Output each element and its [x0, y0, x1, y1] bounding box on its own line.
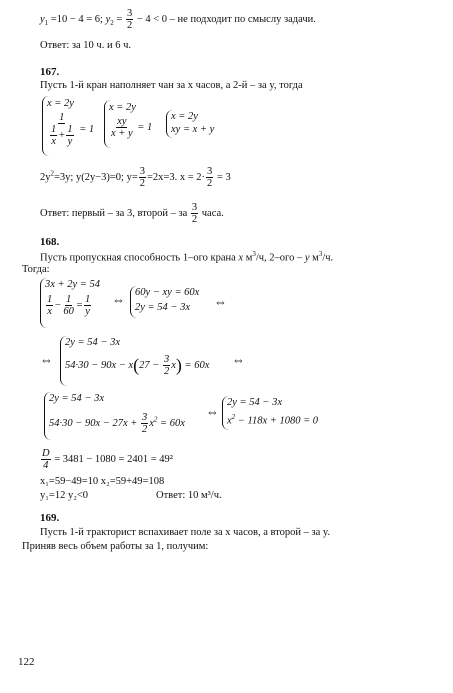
roots-line: x₁=59−49=10 x₂=59+49=108 [40, 476, 165, 487]
equivalence-arrow: ⇔ [206, 404, 219, 419]
system-row: x = 2y [171, 111, 198, 122]
fraction: $\frac{xy}{x + y}$ [111, 116, 133, 140]
system-row: 3x + 2y = 54 [45, 279, 100, 290]
system-row: x = 2y [47, 98, 74, 109]
problem-169-number: 169. [40, 512, 60, 524]
system-row: xy = x + y [171, 124, 215, 135]
sub: 2 [110, 19, 114, 28]
system-row: 54·30 − 90x − x(27 − $\frac{3}{2}$ x) = 60x [65, 354, 210, 378]
system-167-a [42, 96, 103, 156]
system-row: 2y = 54 − 3x [49, 393, 104, 404]
var: y [40, 13, 45, 25]
fraction: 1 $\frac{1}{x}$ + $\frac{1}{y}$ [51, 112, 73, 148]
text: − 4 < 0 – не подходит по смыслу задачи. [134, 13, 316, 25]
page-number: 122 [18, 656, 35, 668]
problem-167-number: 167. [40, 66, 60, 78]
sub: 1 [44, 19, 49, 28]
problem-168-number: 168. [40, 236, 60, 248]
system-168-e [222, 396, 333, 430]
system-row: 2y = 54 − 3x [227, 397, 282, 408]
problem-168-answer: Ответ: 10 м³/ч. [156, 490, 222, 501]
system-167-c [166, 110, 227, 138]
system-row: $x^2 - 118x + 1080 = 0$ [227, 413, 319, 427]
system-168-b [130, 286, 211, 318]
problem-169-text2: Приняв весь объем работы за 1, получим: [22, 541, 209, 552]
system-row: 1 $\frac{1}{x}$ + $\frac{1}{y}$ = 1 [47, 112, 94, 147]
problem-168-text: Пусть пропускная способность 1–ого крана x $м^3/ч$, 2–ого – y $м^3/ч$. [40, 250, 334, 264]
system-row: 60y − xy = 60x [135, 287, 200, 298]
fraction: $\frac{3}{2}$ [126, 8, 133, 32]
equivalence-arrow: ⇔ [112, 292, 125, 307]
system-168-d [44, 392, 217, 440]
y-line: y₁=12 y₂<0 [40, 490, 89, 501]
discriminant-line: $\frac{D}{4}$ = 3481 − 1080 = 2401 = 49² [42, 448, 173, 472]
problem-167-equation: $2y^2=3y$; y(2y−3)=0; y= $\frac{3}{2}$ =2x=3. x = 2· $\frac{3}{2}$ = 3 [40, 166, 231, 190]
system-row: x = 2y [109, 102, 136, 113]
system-row: $\frac{1}{x}$ − $\frac{1}{60}$ = $\frac{1}{y}$ [47, 294, 91, 318]
problem-169-text1: Пусть 1-й тракторист вспахивает поле за x часов, а второй – за y. [40, 527, 331, 538]
fraction: $\frac{3}{2}$ [139, 166, 146, 190]
top-answer: Ответ: за 10 ч. и 6 ч. [40, 40, 131, 51]
system-168-a [40, 278, 105, 328]
fraction: $\frac{3}{2}$ [207, 166, 213, 190]
system-row: 2y = 54 − 3x [135, 302, 190, 313]
system-row: 2y = 54 − 3x [65, 337, 120, 348]
problem-167-answer: Ответ: первый – за 3, второй – за $\frac{3}{2}$ часа. [40, 202, 224, 226]
text: = [113, 13, 125, 25]
text: =10 − 4 = 6; [48, 13, 106, 25]
equivalence-arrow: ⇔ [232, 352, 245, 367]
system-167-b [104, 100, 157, 148]
problem-167-text: Пусть 1-й кран наполняет чан за x часов, а 2-й – за y, тогда [40, 80, 303, 91]
top-equation-line [40, 8, 316, 31]
equivalence-arrow: ⇔ [40, 352, 53, 367]
fraction: $\frac{3}{2}$ [191, 202, 198, 226]
problem-168-then: Тогда: [22, 264, 50, 275]
system-row: 54·30 − 90x − 27x + $\frac{3}{2}$ $x^2 = 60x$ [49, 412, 185, 436]
system-row: $\frac{xy}{x + y}$ = 1 [111, 116, 153, 140]
var: y [105, 13, 111, 25]
equivalence-arrow: ⇔ [214, 294, 227, 309]
system-168-c [60, 336, 241, 386]
